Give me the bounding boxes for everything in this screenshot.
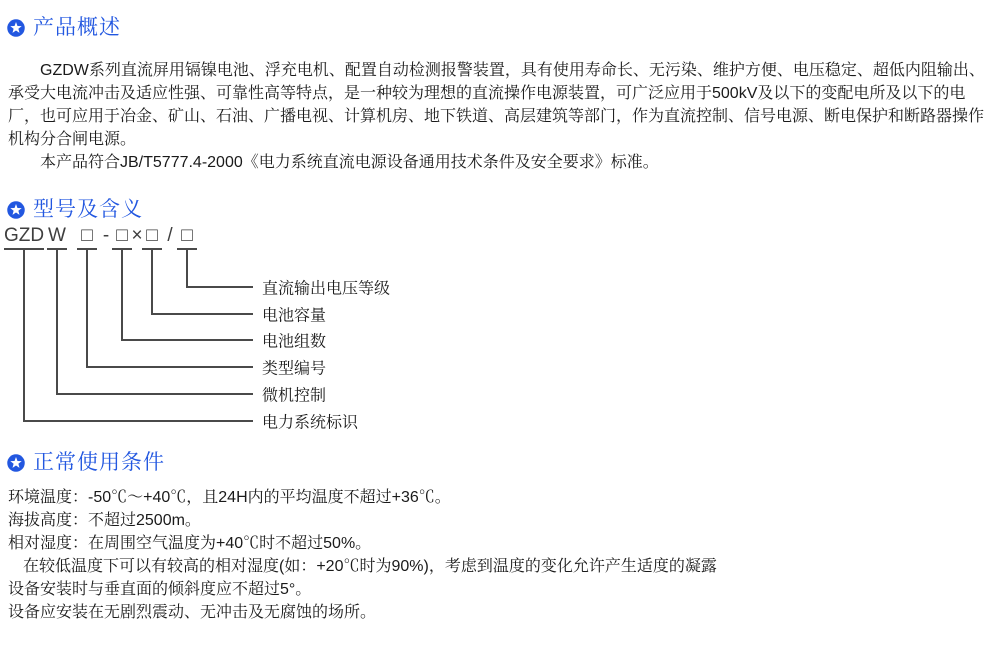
diagram-vline <box>86 248 88 366</box>
model-code-part-w: W <box>48 225 66 246</box>
diagram-label-battery-groups: 电池组数 <box>262 333 327 351</box>
diagram-vline <box>23 248 25 420</box>
diagram-vline <box>151 248 153 313</box>
diagram-hline <box>56 393 253 395</box>
section-header-overview <box>6 16 121 40</box>
condition-altitude: 海拔高度：不超过2500m。 <box>8 512 201 529</box>
star-in-circle-icon <box>6 18 26 38</box>
diagram-label-voltage-level: 直流输出电压等级 <box>262 280 391 298</box>
model-code-part-box4: □ <box>181 225 193 246</box>
diagram-vline <box>186 248 188 286</box>
model-code-part-box3: □ <box>146 225 158 246</box>
diagram-label-power-system-id: 电力系统标识 <box>262 414 359 432</box>
section-header-model <box>6 198 143 222</box>
model-code-part-dash: - <box>102 225 110 246</box>
diagram-label-mcu-control: 微机控制 <box>262 387 327 405</box>
model-code-part-box2: □ <box>116 225 128 246</box>
condition-humidity-note: 在较低温度下可以有较高的相对湿度(如：+20℃时为90%)，考虑到温度的变化允许产生适度的凝露 <box>23 558 717 575</box>
model-code-part-box1: □ <box>81 225 93 246</box>
conditions-list <box>8 486 996 624</box>
model-code-part-slash: / <box>167 225 173 246</box>
condition-relative-humidity: 相对湿度：在周围空气温度为+40℃时不超过50%。 <box>8 535 372 552</box>
diagram-hline <box>121 339 253 341</box>
diagram-vline <box>56 248 58 393</box>
section-header-conditions <box>6 451 165 475</box>
diagram-hline <box>186 286 253 288</box>
diagram-hline <box>23 420 253 422</box>
diagram-vline <box>121 248 123 339</box>
model-code-part-gzd: GZD <box>3 225 45 246</box>
condition-installation-site: 设备应安装在无剧烈震动、无冲击及无腐蚀的场所。 <box>8 604 377 621</box>
diagram-hline <box>151 313 253 315</box>
overview-paragraphs <box>8 59 996 174</box>
model-code-part-times: × <box>131 225 143 246</box>
section-title-overview: 产品概述 <box>33 16 121 39</box>
star-in-circle-icon <box>6 200 26 220</box>
star-in-circle-icon <box>6 453 26 473</box>
section-title-conditions: 正常使用条件 <box>33 451 165 474</box>
condition-installation-tilt: 设备安装时与垂直面的倾斜度应不超过5°。 <box>8 581 312 598</box>
diagram-label-battery-capacity: 电池容量 <box>262 307 327 325</box>
overview-paragraph-1: GZDW系列直流屏用镉镍电池、浮充电机、配置自动检测报警装置，具有使用寿命长、无污染、维护方便、电压稳定、超低内阻输出、承受大电流冲击及适应性强、可靠性高等特点，是一种较为理想的直流操作电源装置，可广泛应用于500kV及以下的变配电所及以下的电厂，也可应用于冶金、矿山、石油、广播电视、计算机房、地下铁道、高层建筑等部门，作为直流控制、信号电源、断电保护和断路器操作机构分合闸电源。 <box>8 62 985 148</box>
diagram-label-type-number: 类型编号 <box>262 360 327 378</box>
section-title-model: 型号及含义 <box>33 198 143 221</box>
overview-paragraph-2: 本产品符合JB/T5777.4-2000《电力系统直流电源设备通用技术条件及安全要求》标准。 <box>40 154 659 171</box>
model-code-diagram <box>0 226 560 442</box>
condition-ambient-temperature: 环境温度：-50℃～+40℃，且24H内的平均温度不超过+36℃。 <box>8 489 451 506</box>
diagram-hline <box>86 366 253 368</box>
